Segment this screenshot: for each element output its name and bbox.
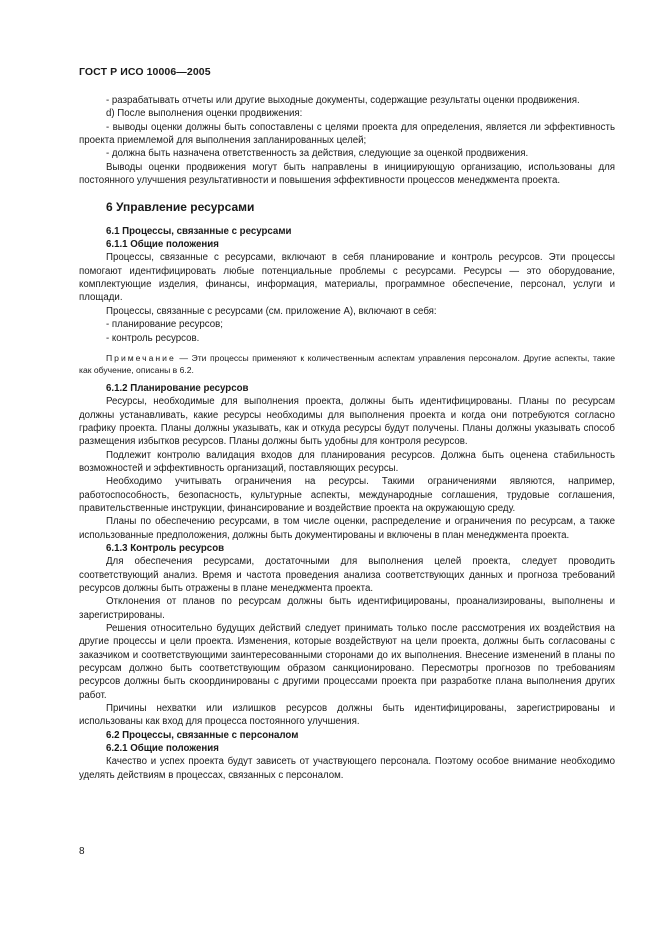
page-number: 8 [79, 846, 85, 857]
subsection-heading-6-1-3: 6.1.3 Контроль ресурсов [106, 542, 225, 554]
paragraph: Необходимо учитывать ограничения на ресурсы. Такими ограничениями являются, например, работоспособность, безопасность, культурные аспекты, международные соглашения, трудовые соглашения, правительственные инструкции, финансирование и воздействие проекта на окружающую среду. [79, 476, 615, 514]
paragraph: Планы по обеспечению ресурсами, в том числе оценки, распределение и ограничения по ресурсам, а также использованные предположения, должны быть документированы и включены в план менеджмента проекта. [79, 516, 615, 541]
paragraph: Решения относительно будущих действий следует принимать только после рассмотрения их воздействия на другие процессы и цели проекта. Изменения, которые воздействуют на цели проекта, должны быть согласованы с заказчиком и соответствующими заинтересованными сторонами до их выполнения. Внесение изменений в планы по ресурсам должно быть соответствующим образом санкционировано. Пересмотры прогнозов по требованиям ресурсов должны быть скоординированы с другими процессами проекта при разработке плана выполнения других работ. [79, 623, 615, 701]
page-content [79, 94, 615, 782]
note-label: Примечание [106, 352, 176, 363]
paragraph: Для обеспечения ресурсами, достаточными для выполнения целей проекта, следует проводить соответствующий анализ. Время и частота проведения анализа соответствующих данных и прогноза требований ресурсов должны быть отражены в плане менеджмента проекта. [79, 556, 615, 594]
paragraph: - разрабатывать отчеты или другие выходные документы, содержащие результаты оценки продвижения. [106, 95, 580, 106]
subsection-heading-6-2-1: 6.2.1 Общие положения [106, 743, 219, 755]
subsection-heading-6-1-1: 6.1.1 Общие положения [106, 239, 219, 251]
subsection-heading-6-1-2: 6.1.2 Планирование ресурсов [106, 382, 249, 394]
paragraph: Отклонения от планов по ресурсам должны быть идентифицированы, проанализированы, выполнены и зарегистрированы. [79, 596, 615, 621]
note-text: — Эти процессы применяют к количественным аспектам управления персоналом. Другие аспекты, такие как обучение, описаны в 6.2. [79, 352, 615, 376]
section-heading-6: 6 Управление ресурсами [106, 200, 255, 215]
paragraph: - выводы оценки должны быть сопоставлены с целями проекта для определения, является ли эффективность проекта приемлемой для выполнения запланированных целей; [79, 121, 615, 147]
paragraph: Причины нехватки или излишков ресурсов должны быть идентифицированы, зарегистрированы и использованы как вход для процесса постоянного улучшения. [79, 703, 615, 728]
list-item: - планирование ресурсов; [106, 319, 223, 331]
list-item: - контроль ресурсов. [106, 332, 200, 344]
paragraph: Качество и успех проекта будут зависеть от участвующего персонала. Поэтому особое внимание необходимо уделять действиям в процессах, связанных с персоналом. [79, 756, 615, 781]
note [79, 352, 615, 377]
paragraph: Подлежит контролю валидация входов для планирования ресурсов. Должна быть оценена стабильность возможностей и эффективность организаций, поставляющих ресурсы. [79, 449, 615, 474]
subsection-heading-6-1: 6.1 Процессы, связанные с ресурсами [106, 225, 292, 237]
standard-header: ГОСТ Р ИСО 10006—2005 [79, 66, 211, 78]
paragraph: Процессы, связанные с ресурсами, включают в себя планирование и контроль ресурсов. Эти процессы помогают идентифицировать любые потенциальные проблемы с ресурсами. Ресурсы — это оборудование, комплектующие изделия, финансы, информация, материалы, программное обеспечение, персонал, услуги и площади. [79, 252, 615, 304]
paragraph: d) После выполнения оценки продвижения: [106, 108, 303, 120]
paragraph: Выводы оценки продвижения могут быть направлены в инициирующую организацию, использованы для постоянного улучшения результативности и повышения эффективности процессов менеджмента проекта. [79, 161, 615, 187]
paragraph: Процессы, связанные с ресурсами (см. приложение А), включают в себя: [106, 305, 437, 317]
paragraph: Ресурсы, необходимые для выполнения проекта, должны быть идентифицированы. Планы по ресурсам должны устанавливать, какие ресурсы необходимы для выполнения проекта и когда они потребуются согласно графику проекта. Планы должны указывать, как и откуда ресурсы будут получены. Планы должны указывать способ размещения избытков ресурсов. Планы должны быть удобны для контроля ресурсов. [79, 396, 615, 448]
paragraph: - должна быть назначена ответственность за действия, следующие за оценкой продвижения. [106, 148, 529, 160]
subsection-heading-6-2: 6.2 Процессы, связанные с персоналом [106, 729, 299, 741]
